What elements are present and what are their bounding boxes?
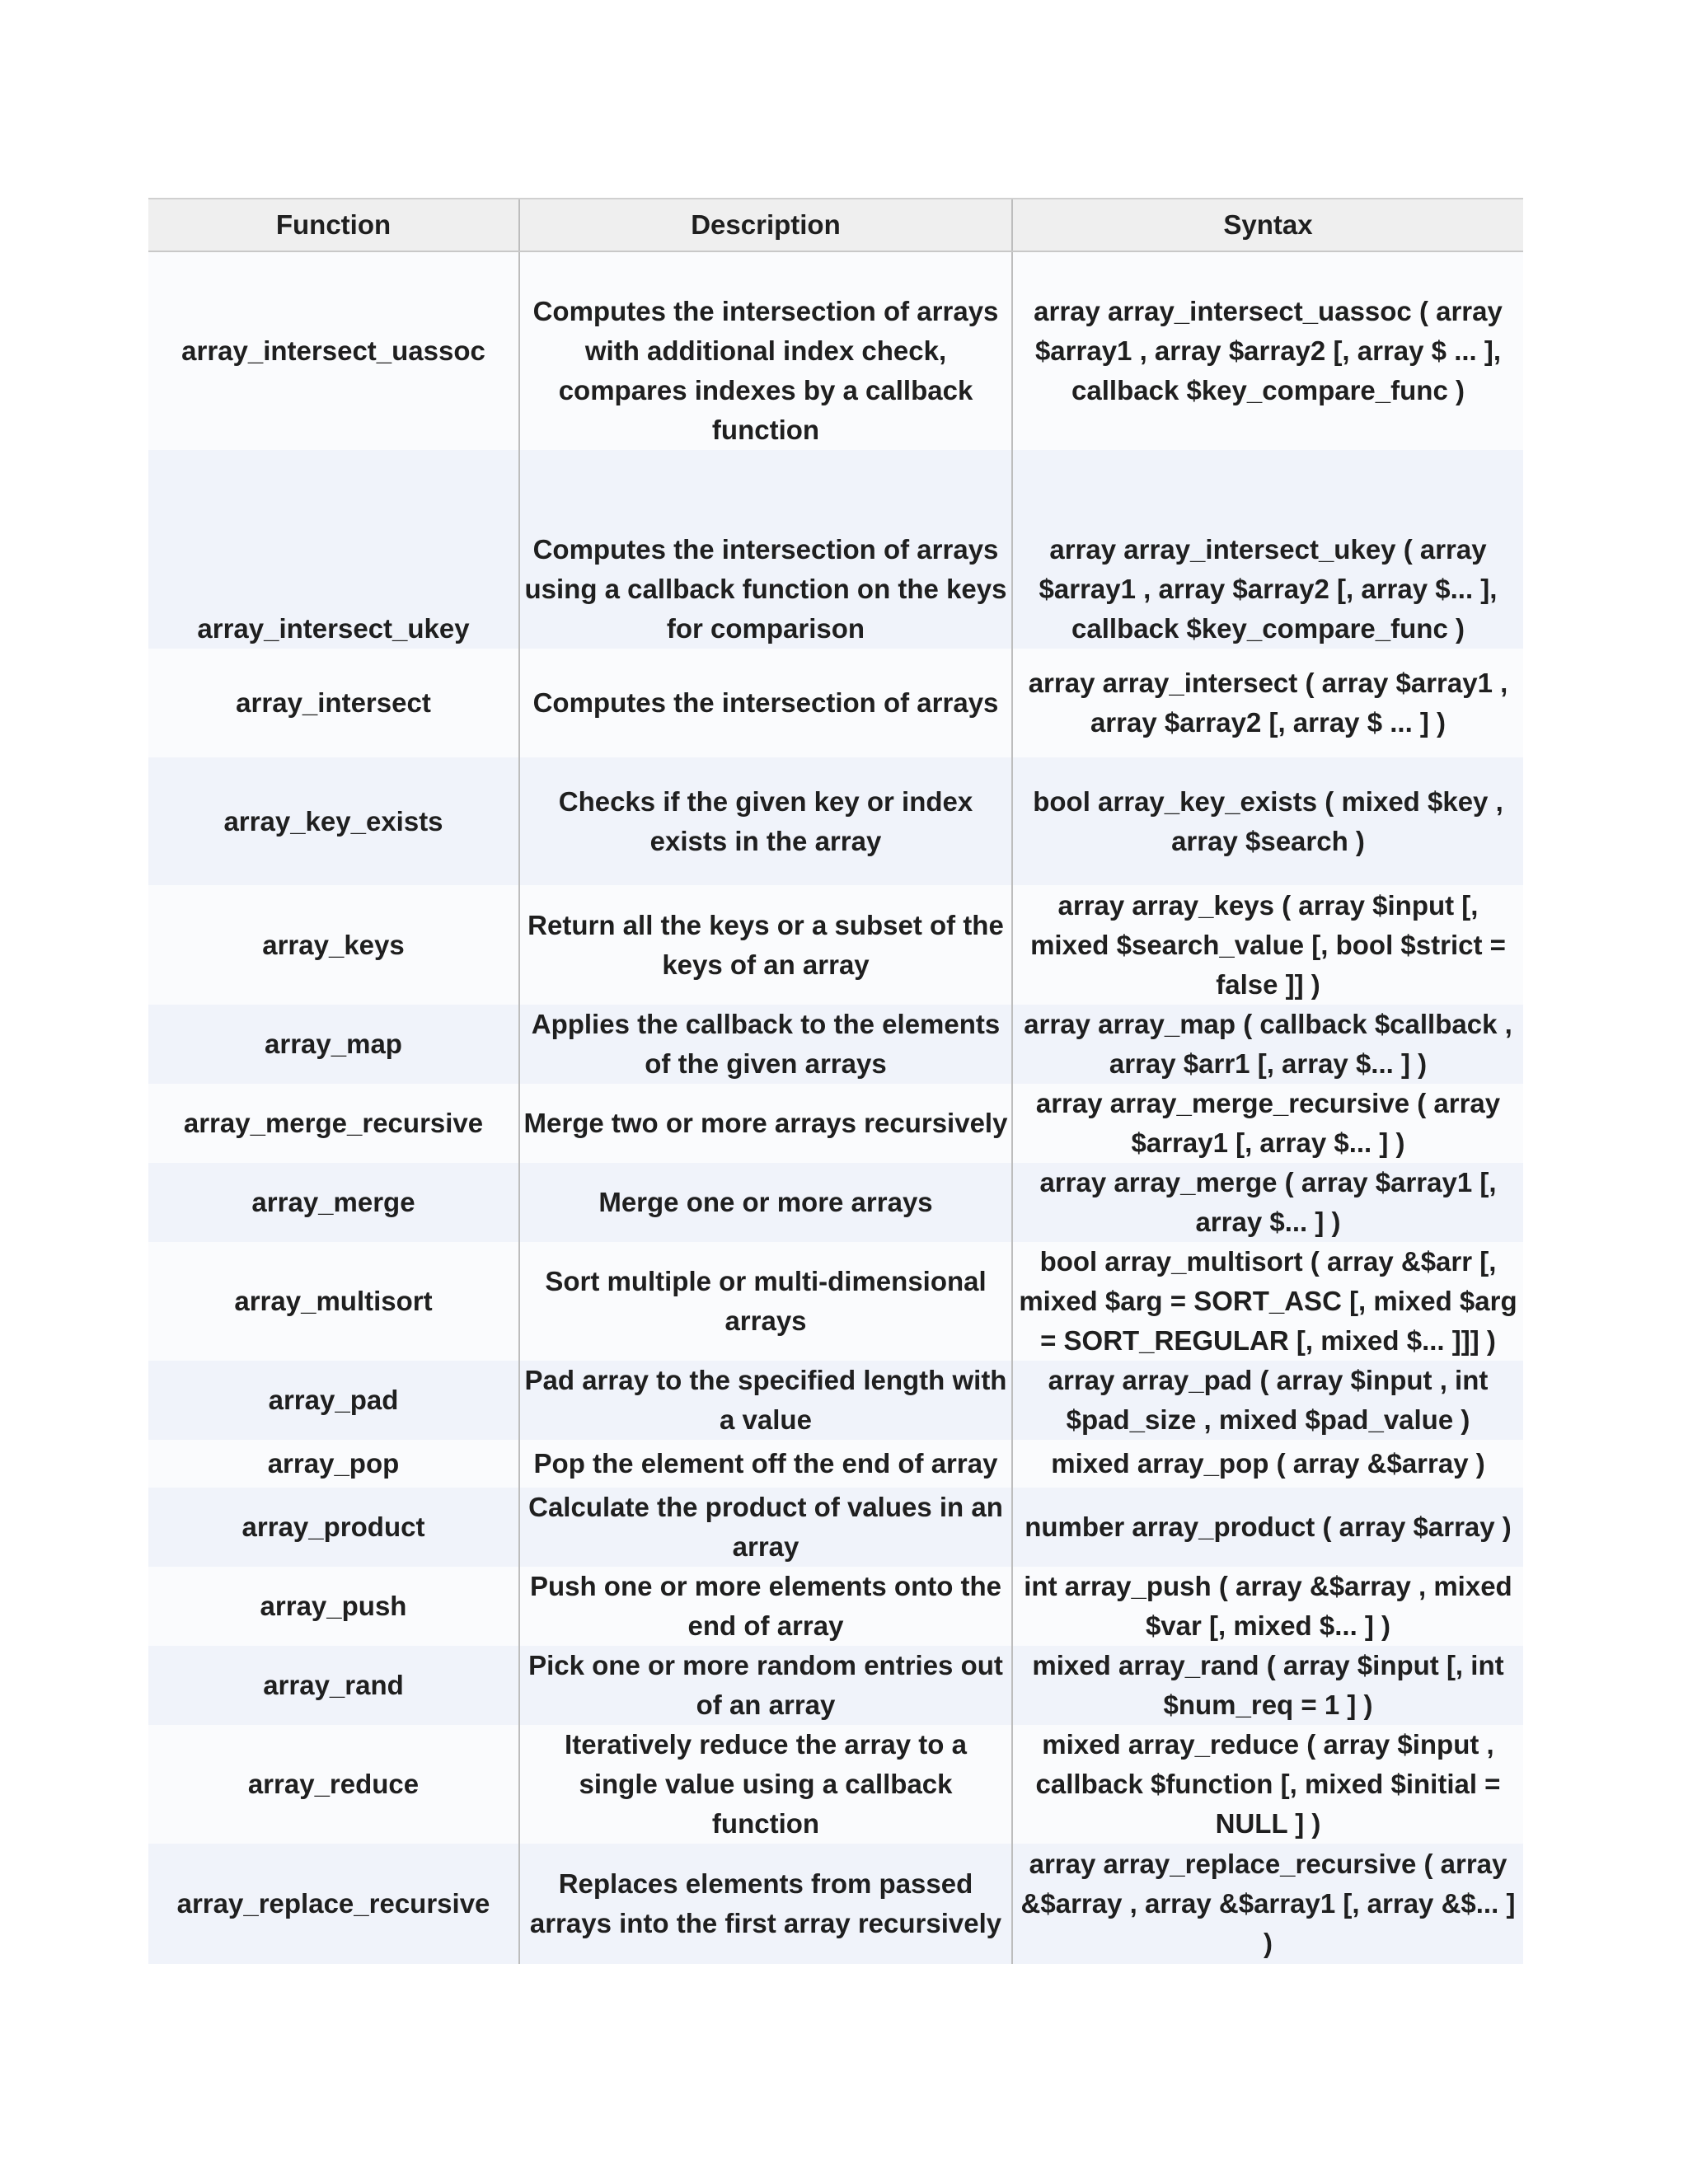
table-row [148,1242,1523,1361]
table-row [148,1005,1523,1084]
function-cell: array_merge [148,1163,519,1242]
description-cell: Sort multiple or multi-dimensional arrays [519,1242,1012,1361]
description-cell: Replaces elements from passed arrays into the first array recursively [519,1844,1012,1964]
syntax-cell: array array_merge ( array $array1 [, array $... ] ) [1012,1163,1523,1242]
table-row [148,251,1523,450]
function-cell: array_reduce [148,1725,519,1844]
syntax-cell: array array_keys ( array $input [, mixed $search_value [, bool $strict = false ]] ) [1012,885,1523,1005]
header-row [148,199,1523,251]
syntax-cell: bool array_multisort ( array &$arr [, mixed $arg = SORT_ASC [, mixed $arg = SORT_REGULAR [, mixed $... ]]] ) [1012,1242,1523,1361]
function-cell: array_intersect_ukey [148,450,519,649]
header-description: Description [519,199,1012,251]
syntax-cell: array array_intersect ( array $array1 , array $array2 [, array $ ... ] ) [1012,649,1523,757]
table-row [148,1646,1523,1725]
table-row [148,885,1523,1005]
table-row [148,1725,1523,1844]
function-cell: array_multisort [148,1242,519,1361]
function-cell: array_intersect_uassoc [148,251,519,450]
syntax-cell: mixed array_reduce ( array $input , callback $function [, mixed $initial = NULL ] ) [1012,1725,1523,1844]
description-cell: Return all the keys or a subset of the keys of an array [519,885,1012,1005]
function-cell: array_intersect [148,649,519,757]
function-cell: array_pop [148,1440,519,1488]
table-row [148,1361,1523,1440]
php-array-functions-table [148,198,1523,1964]
function-cell: array_product [148,1488,519,1567]
description-cell: Computes the intersection of arrays using a callback function on the keys for comparison [519,450,1012,649]
description-cell: Applies the callback to the elements of the given arrays [519,1005,1012,1084]
function-cell: array_replace_recursive [148,1844,519,1964]
function-table-sheet [148,198,1523,1964]
syntax-cell: array array_merge_recursive ( array $array1 [, array $... ] ) [1012,1084,1523,1163]
description-cell: Computes the intersection of arrays with additional index check, compares indexes by a callback function [519,251,1012,450]
description-cell: Iteratively reduce the array to a single value using a callback function [519,1725,1012,1844]
table-row [148,757,1523,885]
syntax-cell: array array_map ( callback $callback , array $arr1 [, array $... ] ) [1012,1005,1523,1084]
function-cell: array_key_exists [148,757,519,885]
description-cell: Pick one or more random entries out of an array [519,1646,1012,1725]
function-cell: array_keys [148,885,519,1005]
function-cell: array_rand [148,1646,519,1725]
function-cell: array_push [148,1567,519,1646]
description-cell: Pop the element off the end of array [519,1440,1012,1488]
function-cell: array_map [148,1005,519,1084]
table-row [148,450,1523,649]
header-function: Function [148,199,519,251]
table-row [148,1440,1523,1488]
syntax-cell: array array_pad ( array $input , int $pad_size , mixed $pad_value ) [1012,1361,1523,1440]
description-cell: Merge one or more arrays [519,1163,1012,1242]
description-cell: Calculate the product of values in an array [519,1488,1012,1567]
description-cell: Merge two or more arrays recursively [519,1084,1012,1163]
table-row [148,649,1523,757]
description-cell: Checks if the given key or index exists in the array [519,757,1012,885]
function-cell: array_merge_recursive [148,1084,519,1163]
syntax-cell: number array_product ( array $array ) [1012,1488,1523,1567]
table-row [148,1844,1523,1964]
syntax-cell: mixed array_pop ( array &$array ) [1012,1440,1523,1488]
description-cell: Push one or more elements onto the end of array [519,1567,1012,1646]
description-cell: Computes the intersection of arrays [519,649,1012,757]
syntax-cell: int array_push ( array &$array , mixed $var [, mixed $... ] ) [1012,1567,1523,1646]
header-syntax: Syntax [1012,199,1523,251]
syntax-cell: bool array_key_exists ( mixed $key , array $search ) [1012,757,1523,885]
syntax-cell: array array_replace_recursive ( array &$array , array &$array1 [, array &$... ] ) [1012,1844,1523,1964]
table-row [148,1084,1523,1163]
syntax-cell: array array_intersect_ukey ( array $array1 , array $array2 [, array $... ], callback $key_compare_func ) [1012,450,1523,649]
table-row [148,1488,1523,1567]
syntax-cell: array array_intersect_uassoc ( array $array1 , array $array2 [, array $ ... ], callback $key_compare_func ) [1012,251,1523,450]
function-cell: array_pad [148,1361,519,1440]
syntax-cell: mixed array_rand ( array $input [, int $num_req = 1 ] ) [1012,1646,1523,1725]
table-row [148,1163,1523,1242]
description-cell: Pad array to the specified length with a value [519,1361,1012,1440]
table-row [148,1567,1523,1646]
